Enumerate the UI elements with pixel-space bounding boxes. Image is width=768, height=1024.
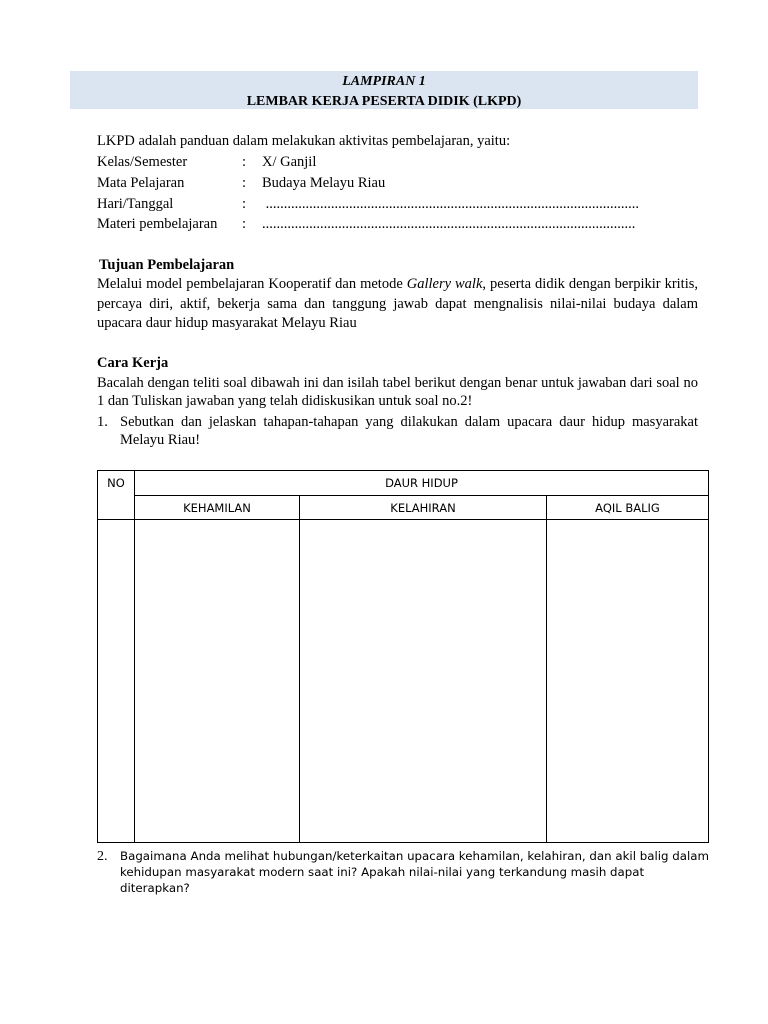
answer-cell-kelahiran[interactable]: [300, 520, 547, 843]
question-1-number: 1.: [97, 414, 108, 430]
field-colon: :: [242, 175, 247, 191]
field-colon: :: [242, 216, 247, 232]
field-label: Kelas/Semester: [97, 154, 188, 170]
field-value: .......................................................................................................: [262, 216, 636, 232]
question-2-number: 2.: [97, 849, 108, 864]
table-answer-row: [98, 520, 709, 843]
intro-text: LKPD adalah panduan dalam melakukan aktivitas pembelajaran, yaitu:: [97, 133, 511, 149]
col-no-header: NO: [98, 471, 135, 520]
answer-cell-aqil-balig[interactable]: [547, 520, 709, 843]
table-header-row: [98, 471, 709, 496]
answer-cell-kehamilan[interactable]: [135, 520, 300, 843]
procedure-heading: Cara Kerja: [97, 355, 169, 371]
field-colon: :: [242, 196, 247, 212]
objectives-text: Melalui model pembelajaran Kooperatif dan metode: [97, 276, 407, 292]
field-label: Materi pembelajaran: [97, 216, 218, 232]
procedure-paragraph: Bacalah dengan teliti soal dibawah ini dan isilah tabel berikut dengan benar untuk jawaban dari soal no 1 dan Tuliskan jawaban yang telah didiskusikan untuk soal no.2!: [97, 375, 698, 409]
group-header-daur-hidup: DAUR HIDUP: [135, 471, 709, 496]
question-1-text: Sebutkan dan jelaskan tahapan-tahapan yang dilakukan dalam upacara daur hidup masyarakat Melayu Riau!: [120, 414, 698, 448]
objectives-paragraph: [97, 275, 698, 334]
col-aqil-balig-header: AQIL BALIG: [547, 496, 709, 520]
field-value: X/ Ganjil: [262, 154, 317, 170]
field-colon: :: [242, 154, 247, 170]
objectives-heading: Tujuan Pembelajaran: [99, 257, 235, 273]
question-2-text: Bagaimana Anda melihat hubungan/keterkaitan upacara kehamilan, kelahiran, dan akil balig dalam kehidupan masyarakat modern saat ini? Apakah nilai-nilai yang terkandung masih dapat diterapkan?: [120, 849, 709, 895]
table-subheader-row: [98, 496, 709, 520]
col-kelahiran-header: KELAHIRAN: [300, 496, 547, 520]
objectives-text-cont: , peserta didik dengan berpikir kritis, percaya diri, aktif, bekerja sama dan tanggung jawab dapat mengnalisis nilai-nilai budaya dalam upacara daur hidup masyarakat Melayu Riau: [97, 276, 698, 331]
field-label: Mata Pelajaran: [97, 175, 185, 191]
document-title: LEMBAR KERJA PESERTA DIDIK (LKPD): [246, 94, 522, 109]
document-header: [70, 71, 698, 109]
col-kehamilan-header: KEHAMILAN: [135, 496, 300, 520]
appendix-label: LAMPIRAN 1: [342, 74, 426, 89]
answer-cell-no[interactable]: [98, 520, 135, 843]
field-label: Hari/Tanggal: [97, 196, 174, 212]
field-value: .......................................................................................................: [262, 196, 639, 212]
answer-table: [97, 470, 709, 843]
method-name: Gallery walk: [406, 276, 483, 292]
field-value: Budaya Melayu Riau: [262, 175, 386, 191]
